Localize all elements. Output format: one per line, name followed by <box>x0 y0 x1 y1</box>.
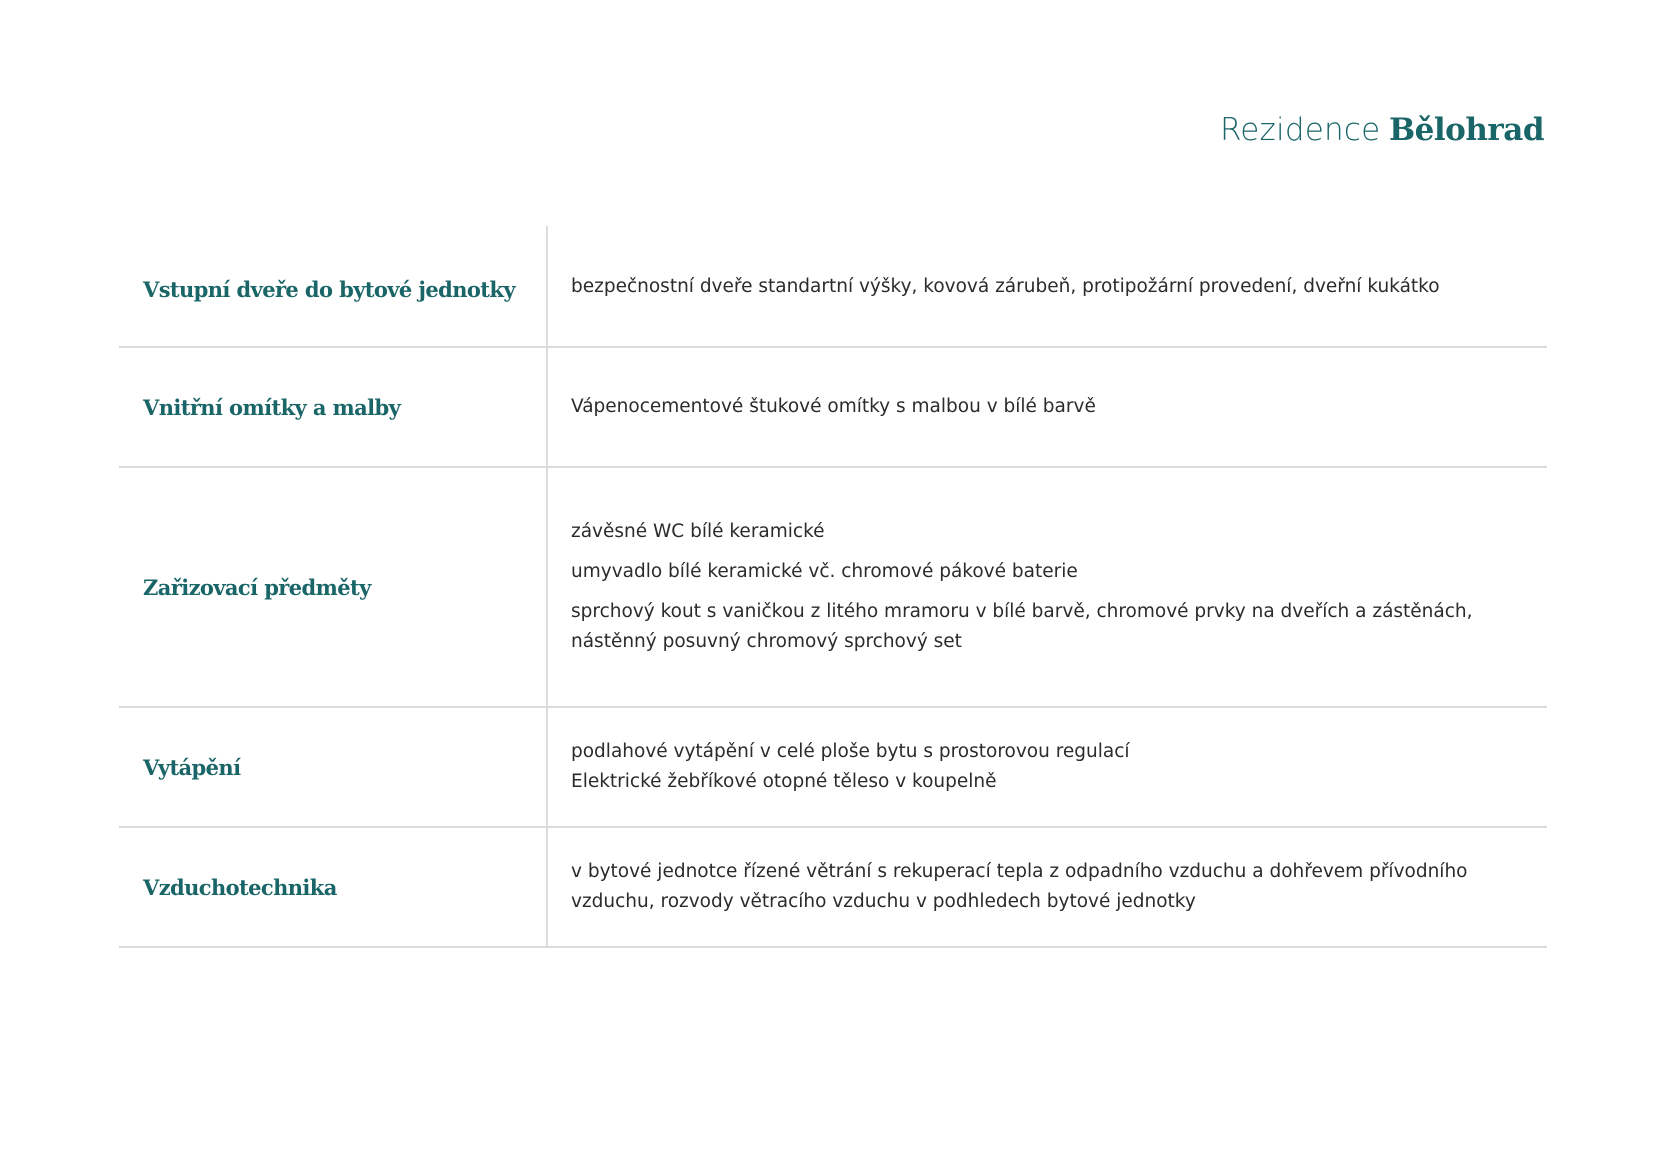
brand-name-light: Rezidence <box>1219 112 1381 148</box>
row-description <box>548 226 1547 346</box>
description-line: umyvadlo bílé keramické vč. chromové pákové baterie <box>571 561 1078 582</box>
specification-table <box>119 226 1547 948</box>
description-line: Elektrické žebříkové otopné těleso v koupelně <box>571 771 997 792</box>
description-line: Vápenocementové štukové omítky s malbou v bílé barvě <box>571 396 1096 417</box>
table-row <box>119 226 1547 348</box>
description-line: sprchový kout s vaničkou z litého mramoru v bílé barvě, chromové prvky na dveřích a zástěnách, nástěnný posuvný chromový sprchový set <box>571 601 1473 652</box>
description-line: v bytové jednotce řízené větrání s rekuperací tepla z odpadního vzduchu a dohřevem přívodního vzduchu, rozvody větracího vzduchu v podhledech bytové jednotky <box>571 861 1468 912</box>
table-row <box>119 708 1547 828</box>
row-label: Vzduchotechnika <box>119 828 548 946</box>
row-description <box>548 828 1547 946</box>
brand-logo <box>1220 110 1544 150</box>
row-description <box>548 468 1547 706</box>
brand-name-bold: Bělohrad <box>1388 112 1544 148</box>
description-line: závěsné WC bílé keramické <box>571 521 825 542</box>
row-label: Zařizovací předměty <box>119 468 548 706</box>
row-label: Vstupní dveře do bytové jednotky <box>119 226 548 346</box>
row-label: Vnitřní omítky a malby <box>119 348 548 466</box>
row-description <box>548 708 1547 826</box>
row-description <box>548 348 1547 466</box>
row-label: Vytápění <box>119 708 548 826</box>
description-line: bezpečnostní dveře standartní výšky, kovová zárubeň, protipožární provedení, dveřní kukátko <box>571 276 1440 297</box>
description-line: podlahové vytápění v celé ploše bytu s prostorovou regulací <box>571 741 1130 762</box>
table-row <box>119 348 1547 468</box>
table-row <box>119 828 1547 948</box>
table-row <box>119 468 1547 708</box>
